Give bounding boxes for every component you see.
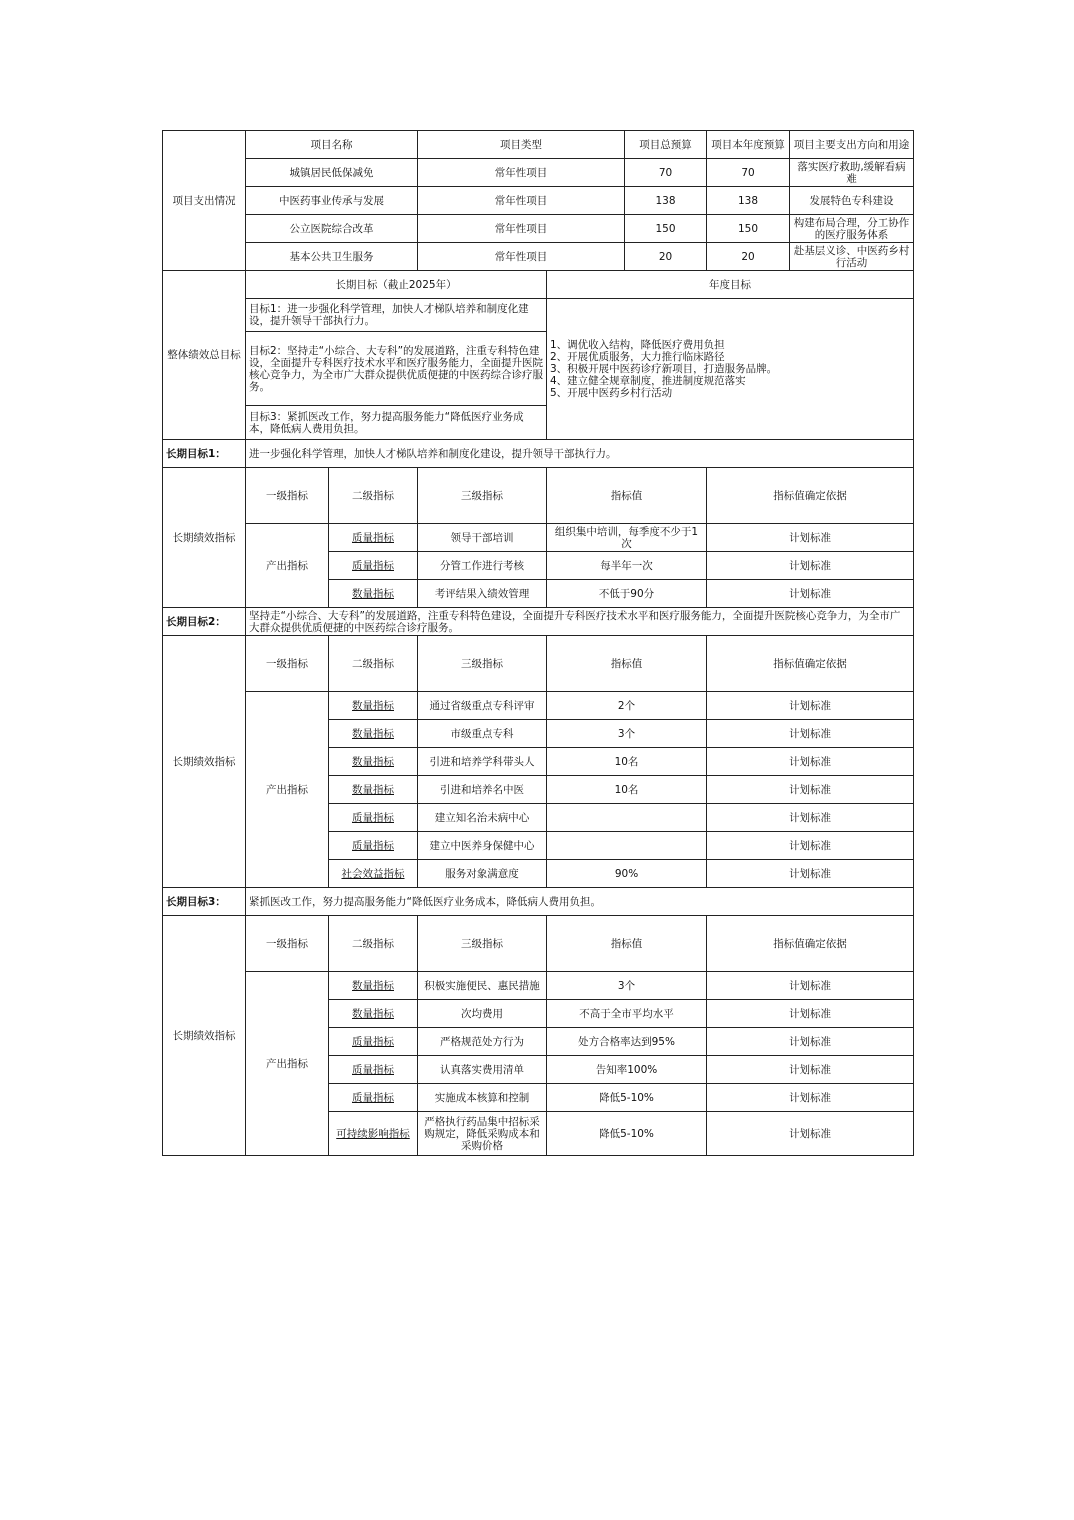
performance-table bbox=[162, 130, 914, 1156]
project-type: 常年性项目 bbox=[418, 243, 625, 271]
long-term-goal-header: 长期目标（截止2025年） bbox=[246, 271, 547, 299]
level3-indicator: 次均费用 bbox=[418, 1000, 547, 1028]
indicator-value: 不低于90分 bbox=[547, 580, 707, 608]
level2-indicator: 数量指标 bbox=[329, 580, 418, 608]
total-budget: 138 bbox=[625, 187, 707, 215]
level3-indicator: 实施成本核算和控制 bbox=[418, 1084, 547, 1112]
level1-indicator: 产出指标 bbox=[246, 972, 329, 1156]
col-total-budget: 项目总预算 bbox=[625, 131, 707, 159]
annual-goal-header: 年度目标 bbox=[547, 271, 914, 299]
level3-indicator: 领导干部培训 bbox=[418, 524, 547, 552]
project-type: 常年性项目 bbox=[418, 215, 625, 243]
level2-indicator: 质量指标 bbox=[329, 1028, 418, 1056]
level2-indicator: 可持续影响指标 bbox=[329, 1112, 418, 1156]
indicator-value bbox=[547, 832, 707, 860]
expense-section-label: 项目支出情况 bbox=[163, 131, 246, 271]
level3-indicator: 引进和培养学科带头人 bbox=[418, 748, 547, 776]
header-value: 指标值 bbox=[547, 468, 707, 524]
spending-purpose: 构建布局合理，分工协作的医疗服务体系 bbox=[790, 215, 914, 243]
indicator-basis: 计划标准 bbox=[707, 1028, 914, 1056]
indicator-value: 90% bbox=[547, 860, 707, 888]
col-project-name: 项目名称 bbox=[246, 131, 418, 159]
section-label: 长期绩效指标 bbox=[163, 636, 246, 888]
level3-indicator: 服务对象满意度 bbox=[418, 860, 547, 888]
indicator-basis: 计划标准 bbox=[707, 552, 914, 580]
project-name: 中医药事业传承与发展 bbox=[246, 187, 418, 215]
overall-header-row bbox=[163, 271, 914, 299]
col-annual-budget: 项目本年度预算 bbox=[707, 131, 790, 159]
goal-title-row bbox=[163, 608, 914, 636]
header-level1: 一级指标 bbox=[246, 916, 329, 972]
level3-indicator: 引进和培养名中医 bbox=[418, 776, 547, 804]
indicator-basis: 计划标准 bbox=[707, 748, 914, 776]
level1-indicator: 产出指标 bbox=[246, 692, 329, 888]
total-budget: 150 bbox=[625, 215, 707, 243]
indicator-basis: 计划标准 bbox=[707, 1112, 914, 1156]
header-level2: 二级指标 bbox=[329, 468, 418, 524]
level2-indicator: 质量指标 bbox=[329, 1084, 418, 1112]
level2-indicator: 数量指标 bbox=[329, 720, 418, 748]
indicator-header-row bbox=[163, 916, 914, 972]
level3-indicator: 严格规范处方行为 bbox=[418, 1028, 547, 1056]
spending-purpose: 发展特色专科建设 bbox=[790, 187, 914, 215]
header-level3: 三级指标 bbox=[418, 916, 547, 972]
indicator-value: 不高于全市平均水平 bbox=[547, 1000, 707, 1028]
project-type: 常年性项目 bbox=[418, 159, 625, 187]
header-basis: 指标值确定依据 bbox=[707, 636, 914, 692]
header-level2: 二级指标 bbox=[329, 916, 418, 972]
goal-title: 长期目标2： bbox=[163, 608, 246, 636]
indicator-basis: 计划标准 bbox=[707, 692, 914, 720]
indicator-value: 告知率100% bbox=[547, 1056, 707, 1084]
header-level3: 三级指标 bbox=[418, 636, 547, 692]
indicator-basis: 计划标准 bbox=[707, 720, 914, 748]
level2-indicator: 社会效益指标 bbox=[329, 860, 418, 888]
indicator-value bbox=[547, 804, 707, 832]
level3-indicator: 市级重点专科 bbox=[418, 720, 547, 748]
indicator-value: 10名 bbox=[547, 748, 707, 776]
level3-indicator: 分管工作进行考核 bbox=[418, 552, 547, 580]
annual-goals: 1、调优收入结构，降低医疗费用负担 2、开展优质服务，大力推行临床路径 3、积极开展中医药诊疗新项目，打造服务品牌。 4、建立健全规章制度，推进制度规范落实 5、开展中医药乡村行活动 bbox=[547, 299, 914, 440]
project-name: 基本公共卫生服务 bbox=[246, 243, 418, 271]
indicator-value: 降低5-10% bbox=[547, 1112, 707, 1156]
level2-indicator: 质量指标 bbox=[329, 832, 418, 860]
indicator-basis: 计划标准 bbox=[707, 1056, 914, 1084]
level2-indicator: 质量指标 bbox=[329, 1056, 418, 1084]
level3-indicator: 考评结果入绩效管理 bbox=[418, 580, 547, 608]
overall-goal-row bbox=[163, 299, 914, 332]
indicator-value: 3个 bbox=[547, 720, 707, 748]
project-name: 城镇居民低保减免 bbox=[246, 159, 418, 187]
indicator-value: 每半年一次 bbox=[547, 552, 707, 580]
indicator-basis: 计划标准 bbox=[707, 524, 914, 552]
header-value: 指标值 bbox=[547, 916, 707, 972]
indicator-basis: 计划标准 bbox=[707, 860, 914, 888]
indicator-value: 组织集中培训，每季度不少于1次 bbox=[547, 524, 707, 552]
level3-indicator: 通过省级重点专科评审 bbox=[418, 692, 547, 720]
level2-indicator: 质量指标 bbox=[329, 524, 418, 552]
level2-indicator: 数量指标 bbox=[329, 748, 418, 776]
long-term-goal-3: 目标3：紧抓医改工作，努力提高服务能力“降低医疗业务成本，降低病人费用负担。 bbox=[246, 406, 547, 440]
annual-budget: 70 bbox=[707, 159, 790, 187]
col-project-type: 项目类型 bbox=[418, 131, 625, 159]
header-level1: 一级指标 bbox=[246, 636, 329, 692]
long-term-goal-1: 目标1：进一步强化科学管理，加快人才梯队培养和制度化建设，提升领导干部执行力。 bbox=[246, 299, 547, 332]
indicator-header-row bbox=[163, 636, 914, 692]
header-level1: 一级指标 bbox=[246, 468, 329, 524]
level3-indicator: 建立知名治未病中心 bbox=[418, 804, 547, 832]
goal-title-row bbox=[163, 440, 914, 468]
table-row bbox=[163, 524, 914, 552]
overall-section-label: 整体绩效总目标 bbox=[163, 271, 246, 440]
section-label: 长期绩效指标 bbox=[163, 916, 246, 1156]
total-budget: 20 bbox=[625, 243, 707, 271]
table-row bbox=[163, 972, 914, 1000]
level3-indicator: 认真落实费用清单 bbox=[418, 1056, 547, 1084]
goal-title: 长期目标3： bbox=[163, 888, 246, 916]
level1-indicator: 产出指标 bbox=[246, 524, 329, 608]
goal-title: 长期目标1： bbox=[163, 440, 246, 468]
header-basis: 指标值确定依据 bbox=[707, 468, 914, 524]
indicator-basis: 计划标准 bbox=[707, 1084, 914, 1112]
expense-header-row bbox=[163, 131, 914, 159]
header-level2: 二级指标 bbox=[329, 636, 418, 692]
col-spending-purpose: 项目主要支出方向和用途 bbox=[790, 131, 914, 159]
level2-indicator: 数量指标 bbox=[329, 972, 418, 1000]
header-value: 指标值 bbox=[547, 636, 707, 692]
level2-indicator: 质量指标 bbox=[329, 552, 418, 580]
level2-indicator: 质量指标 bbox=[329, 804, 418, 832]
long-term-goal-2: 目标2：坚持走“小综合、大专科”的发展道路，注重专科特色建设，全面提升专科医疗技术水平和医疗服务能力，全面提升医院核心竞争力，为全市广大群众提供优质便捷的中医药综合诊疗服务。 bbox=[246, 332, 547, 406]
expense-row bbox=[163, 159, 914, 187]
level3-indicator: 积极实施便民、惠民措施 bbox=[418, 972, 547, 1000]
indicator-value: 处方合格率达到95% bbox=[547, 1028, 707, 1056]
indicator-basis: 计划标准 bbox=[707, 804, 914, 832]
goal-text: 坚持走“小综合、大专科”的发展道路，注重专科特色建设，全面提升专科医疗技术水平和医疗服务能力，全面提升医院核心竞争力，为全市广大群众提供优质便捷的中医药综合诊疗服务。 bbox=[246, 608, 914, 636]
indicator-value: 10名 bbox=[547, 776, 707, 804]
spending-purpose: 赴基层义诊、中医药乡村行活动 bbox=[790, 243, 914, 271]
indicator-value: 降低5-10% bbox=[547, 1084, 707, 1112]
expense-row bbox=[163, 187, 914, 215]
indicator-basis: 计划标准 bbox=[707, 580, 914, 608]
indicator-basis: 计划标准 bbox=[707, 776, 914, 804]
spending-purpose: 落实医疗救助,缓解看病难 bbox=[790, 159, 914, 187]
annual-budget: 150 bbox=[707, 215, 790, 243]
project-name: 公立医院综合改革 bbox=[246, 215, 418, 243]
indicator-basis: 计划标准 bbox=[707, 972, 914, 1000]
goal-text: 紧抓医改工作，努力提高服务能力“降低医疗业务成本，降低病人费用负担。 bbox=[246, 888, 914, 916]
goal-text: 进一步强化科学管理，加快人才梯队培养和制度化建设，提升领导干部执行力。 bbox=[246, 440, 914, 468]
level3-indicator: 建立中医养身保健中心 bbox=[418, 832, 547, 860]
indicator-value: 2个 bbox=[547, 692, 707, 720]
expense-row bbox=[163, 215, 914, 243]
header-basis: 指标值确定依据 bbox=[707, 916, 914, 972]
annual-budget: 20 bbox=[707, 243, 790, 271]
table-row bbox=[163, 692, 914, 720]
indicator-header-row bbox=[163, 468, 914, 524]
header-level3: 三级指标 bbox=[418, 468, 547, 524]
level2-indicator: 数量指标 bbox=[329, 1000, 418, 1028]
indicator-value: 3个 bbox=[547, 972, 707, 1000]
goal-title-row bbox=[163, 888, 914, 916]
expense-row bbox=[163, 243, 914, 271]
level2-indicator: 数量指标 bbox=[329, 692, 418, 720]
annual-budget: 138 bbox=[707, 187, 790, 215]
total-budget: 70 bbox=[625, 159, 707, 187]
section-label: 长期绩效指标 bbox=[163, 468, 246, 608]
project-type: 常年性项目 bbox=[418, 187, 625, 215]
level3-indicator: 严格执行药品集中招标采购规定，降低采购成本和采购价格 bbox=[418, 1112, 547, 1156]
indicator-basis: 计划标准 bbox=[707, 1000, 914, 1028]
level2-indicator: 数量指标 bbox=[329, 776, 418, 804]
indicator-basis: 计划标准 bbox=[707, 832, 914, 860]
